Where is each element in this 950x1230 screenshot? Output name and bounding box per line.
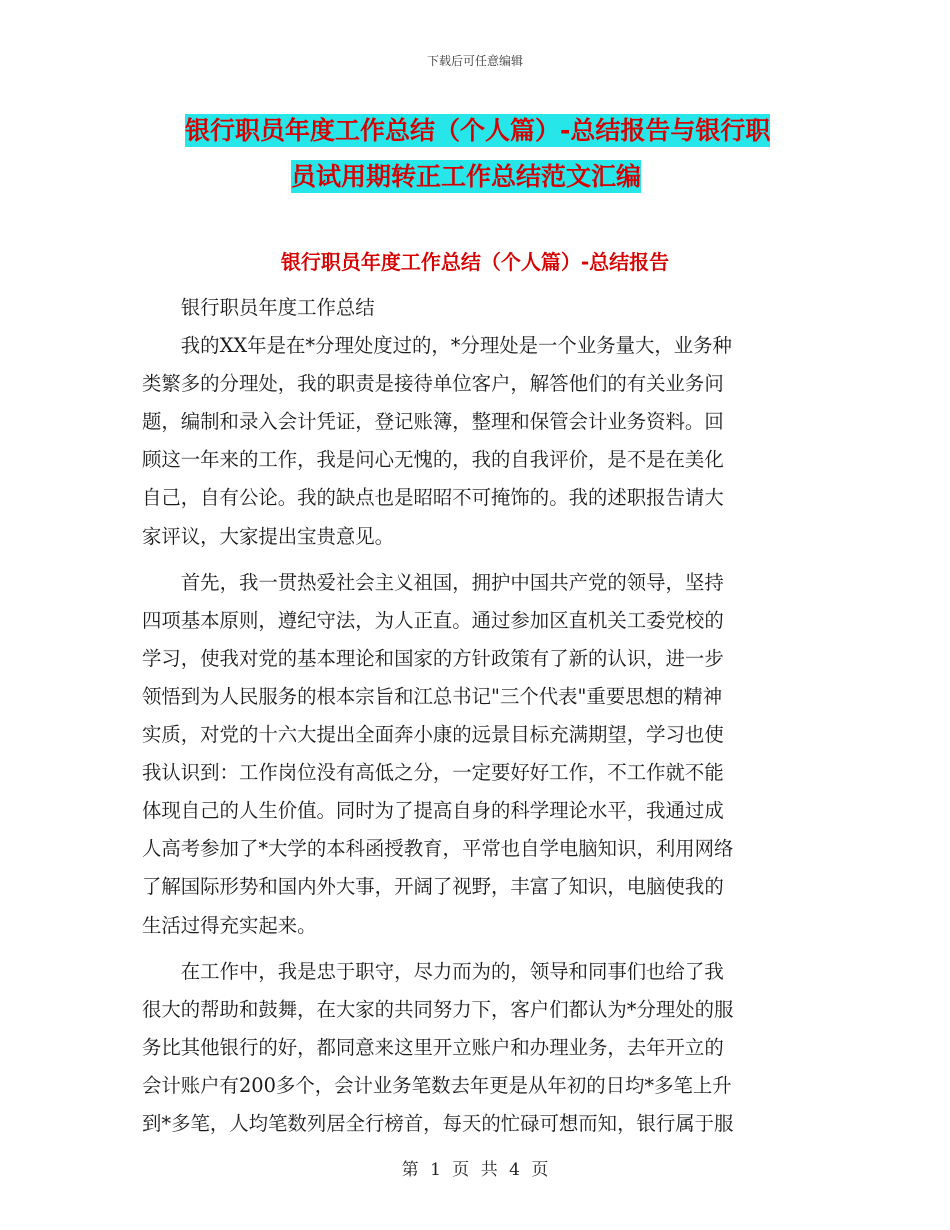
document-title (185, 108, 825, 200)
paragraph: 银行职员年度工作总结 (180, 296, 375, 319)
title-line-2: 员试用期转正工作总结范文汇编 (291, 162, 642, 191)
page-footer: 第 1 页 共 4 页 (401, 1160, 549, 1180)
section-title: 银行职员年度工作总结（个人篇）-总结报告 (280, 250, 670, 274)
paragraph: 在工作中，我是忠于职守，尽力而为的，领导和同事们也给了我 很大的帮助和鼓舞，在大家的共同努力下，客户们都认为*分理处的服 务比其他银行的好，都同意来这里开立账户和办理业务，去年开立的 会计账户有200多个，会计业务笔数去年更是从年初的日均*多笔上升 到*多笔，人均笔数列居全行榜首，每天的忙碌可想而知，银行属于服 (142, 959, 734, 1135)
header-note: 下载后可任意编辑 (426, 54, 523, 68)
title-line-1: 银行职员年度工作总结（个人篇）-总结报告与银行职 (185, 116, 771, 145)
paragraph: 首先，我一贯热爱社会主义祖国，拥护中国共产党的领导，坚持 四项基本原则，遵纪守法，为人正直。通过参加区直机关工委党校的 学习，使我对党的基本理论和国家的方针政策有了新的认识，进一步 领悟到为人民服务的根本宗旨和江总书记"三个代表"重要思想的精神 实质，对党的十六大提出全面奔小康的远景目标充满期望，学习也使 我认识到：工作岗位没有高低之分，一定要好好工作，不工作就不能 体现自己的人生价值。同时为了提高自身的科学理论水平，我通过成 人高考参加了*大学的本科函授教育，平常也自学电脑知识，利用网络 了解国际形势和国内外大事，开阔了视野，丰富了知识，电脑使我的 生活过得充实起来。 (142, 570, 734, 937)
body-text (142, 289, 810, 1143)
paragraph: 我的XX年是在*分理处度过的，*分理处是一个业务量大，业务种 类繁多的分理处，我的职责是接待单位客户，解答他们的有关业务问 题，编制和录入会计凭证，登记账簿，整理和保管会计业务资料。回 顾这一年来的工作，我是问心无愧的，我的自我评价，是不是在美化 自己，自有公论。我的缺点也是昭昭不可掩饰的。我的述职报告请大 家评议，大家提出宝贵意见。 (142, 334, 732, 548)
